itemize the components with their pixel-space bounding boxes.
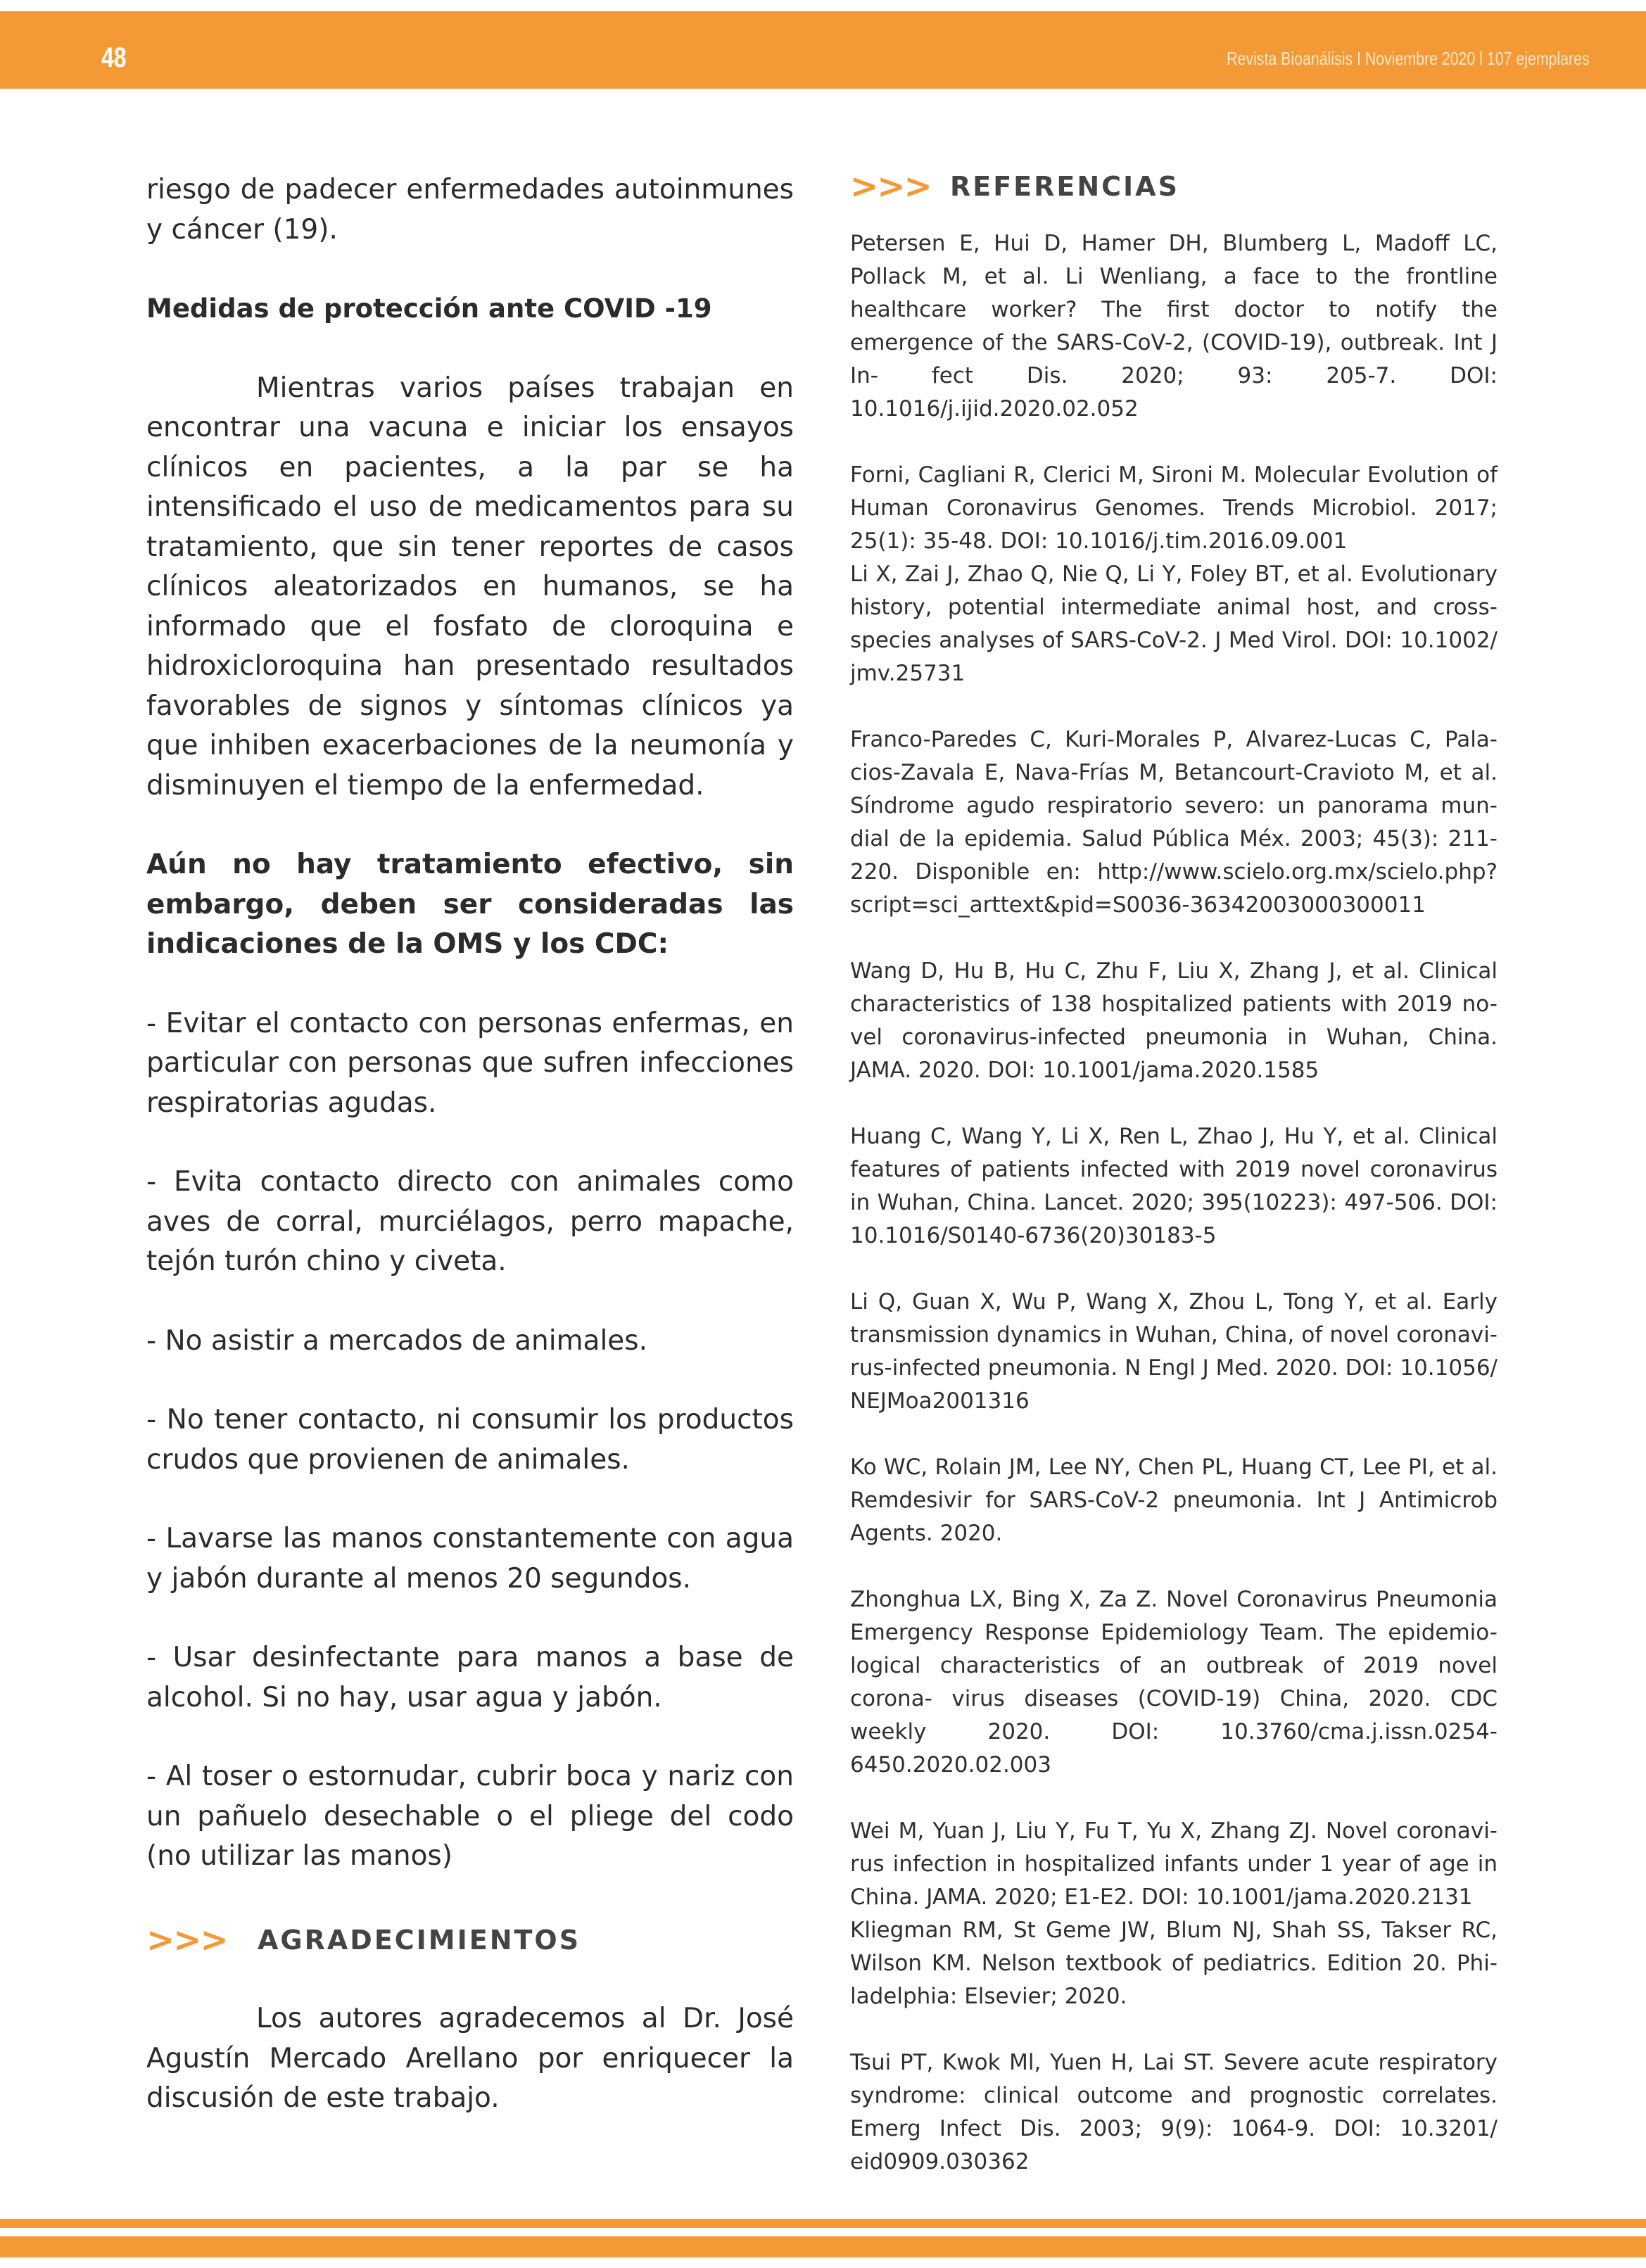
reference-item: Kliegman RM, St Geme JW, Blum NJ, Shah SS, Takser RC, Wilson KM. Nelson textbook of pediatrics. Edition 20. Phi- ladelphia: Elsevier; 2020. xyxy=(850,1918,1498,2009)
bullet-item: - No asistir a mercados de animales. xyxy=(146,1324,647,1357)
bullet-item: - Evita contacto directo con animales como aves de corral, murciélagos, perro mapache, tejón turón chino y civeta. xyxy=(146,1166,794,1277)
intro-text: riesgo de padecer enfermedades autoinmunes y cáncer (19). xyxy=(146,174,794,246)
reference-item: Wei M, Yuan J, Liu Y, Fu T, Yu X, Zhang ZJ. Novel coronavi- rus infection in hospitalized infants under 1 year of age in China. JAMA. 2020; E1-E2. DOI: 10.1001/jama.2020.2131 xyxy=(850,1818,1498,1910)
reference-item: Wang D, Hu B, Hu C, Zhu F, Liu X, Zhang J, et al. Clinical characteristics of 138 hospitalized patients with 2019 no- vel coronavirus-infected pneumonia in Wuhan, China. JAMA. 2020. DOI: 10.1001/jama.2020.1585 xyxy=(850,958,1498,1083)
chevron-marker-icon: >>> xyxy=(146,1920,227,1960)
page-number: 48 xyxy=(101,42,127,73)
references-column xyxy=(850,167,1498,2212)
bold-paragraph: Aún no hay tratamiento efectivo, sin embargo, deben ser consideradas las indicaciones de la OMS y los CDC: xyxy=(146,849,794,960)
references-heading xyxy=(850,167,1498,206)
reference-item: Petersen E, Hui D, Hamer DH, Blumberg L, Madoff LC, Pollack M, et al. Li Wenliang, a face to the frontline healthcare worker? The first doctor to notify the emergence of the SARS-CoV-2, (COVID-19), outbreak. Int J In- fect Dis. 2020; 93: 205-7. DOI: 10.1016/j.ijid.2020.02.052 xyxy=(850,231,1498,422)
reference-item: Tsui PT, Kwok Ml, Yuen H, Lai ST. Severe acute respiratory syndrome: clinical outcome and prognostic correlates. Emerg Infect Dis. 2003; 9(9): 1064-9. DOI: 10.3201/ eid0909.030362 xyxy=(850,2050,1498,2174)
journal-title: Revista Bioanálisis I Noviembre 2020 l 107 ejemplares xyxy=(1227,48,1590,69)
bullet-item: - Al toser o estornudar, cubrir boca y nariz con un pañuelo desechable o el pliege del codo (no utilizar las manos) xyxy=(146,1761,794,1872)
reference-item: Zhonghua LX, Bing X, Za Z. Novel Coronavirus Pneumonia Emergency Response Epidemiology Team. The epidemio- logical characteristics of an outbreak of 2019 novel corona- virus diseases (COVID-19) China, 2020. CDC weekly 2020. DOI: 10.3760/cma.j.issn.0254-6450.2020.02.003 xyxy=(850,1587,1498,1778)
bullet-item: - Usar desinfectante para manos a base de alcohol. Si no hay, usar agua y jabón. xyxy=(146,1642,794,1713)
chevron-marker-icon: >>> xyxy=(850,167,931,206)
footer-stripe-top xyxy=(0,2219,1646,2228)
reference-item: Ko WC, Rolain JM, Lee NY, Chen PL, Huang CT, Lee PI, et al. Remdesivir for SARS-CoV-2 pneumonia. Int J Antimicrob Agents. 2020. xyxy=(850,1455,1498,1546)
reference-item: Huang C, Wang Y, Li X, Ren L, Zhao J, Hu Y, et al. Clinical features of patients infected with 2019 novel coronavirus in Wuhan, China. Lancet. 2020; 395(10223): 497-506. DOI: 10.1016/S0140-6736(20)30183-5 xyxy=(850,1124,1498,1248)
bullet-item: - Lavarse las manos constantemente con agua y jabón durante al menos 20 segundos. xyxy=(146,1523,794,1595)
bullet-item: - No tener contacto, ni consumir los productos crudos que provienen de animales. xyxy=(146,1404,794,1476)
reference-item: Franco-Paredes C, Kuri-Morales P, Alvarez-Lucas C, Pala- cios-Zavala E, Nava-Frías M, Betancourt-Cravioto M, et al. Síndrome agudo respiratorio severo: un panorama mun- dial de la epidemia. Salud Pública Méx. 2003; 45(3): 211- 220. Disponible en: http://www.scielo.org.mx/scielo.php? script=sci_arttext&pid=S0036-36342003000300011 xyxy=(850,727,1498,918)
section-heading: Medidas de protección ante COVID -19 xyxy=(146,293,712,324)
acknowledgements-title: AGRADECIMIENTOS xyxy=(258,1924,581,1956)
page-header-bar xyxy=(0,11,1646,89)
body-paragraph: Mientras varios países trabajan en encontrar una vacuna e iniciar los ensayos clínicos en pacientes, a la par se ha intensificado el uso de medicamentos para su tratamiento, que sin tener reportes de casos clínicos aleatorizados en humanos, se ha informado que el fosfato de cloroquina e hidroxicloroquina han presentado resultados favorables de signos y síntomas clínicos ya que inhiben exacerbaciones de la neumonía y disminuyen el tiempo de la enfermedad. xyxy=(146,372,794,802)
acknowledgements-heading xyxy=(146,1920,794,1960)
footer-stripe-bottom xyxy=(0,2236,1646,2257)
references-title: REFERENCIAS xyxy=(950,171,1179,202)
bullet-item: - Evitar el contacto con personas enfermas, en particular con personas que sufren infecciones respiratorias agudas. xyxy=(146,1007,794,1119)
left-column xyxy=(146,170,794,2119)
reference-item: Li X, Zai J, Zhao Q, Nie Q, Li Y, Foley BT, et al. Evolutionary history, potential intermediate animal host, and cross- species analyses of SARS-CoV-2. J Med Virol. DOI: 10.1002/ jmv.25731 xyxy=(850,562,1498,686)
reference-item: Forni, Cagliani R, Clerici M, Sironi M. Molecular Evolution of Human Coronavirus Genomes. Trends Microbiol. 2017; 25(1): 35-48. DOI: 10.1016/j.tim.2016.09.001 xyxy=(850,462,1498,554)
reference-item: Li Q, Guan X, Wu P, Wang X, Zhou L, Tong Y, et al. Early transmission dynamics in Wuhan, China, of novel coronavi- rus-infected pneumonia. N Engl J Med. 2020. DOI: 10.1056/ NEJMoa2001316 xyxy=(850,1289,1498,1414)
acknowledgements-text: Los autores agradecemos al Dr. José Agustín Mercado Arellano por enriquecer la discusión de este trabajo. xyxy=(146,2003,794,2114)
